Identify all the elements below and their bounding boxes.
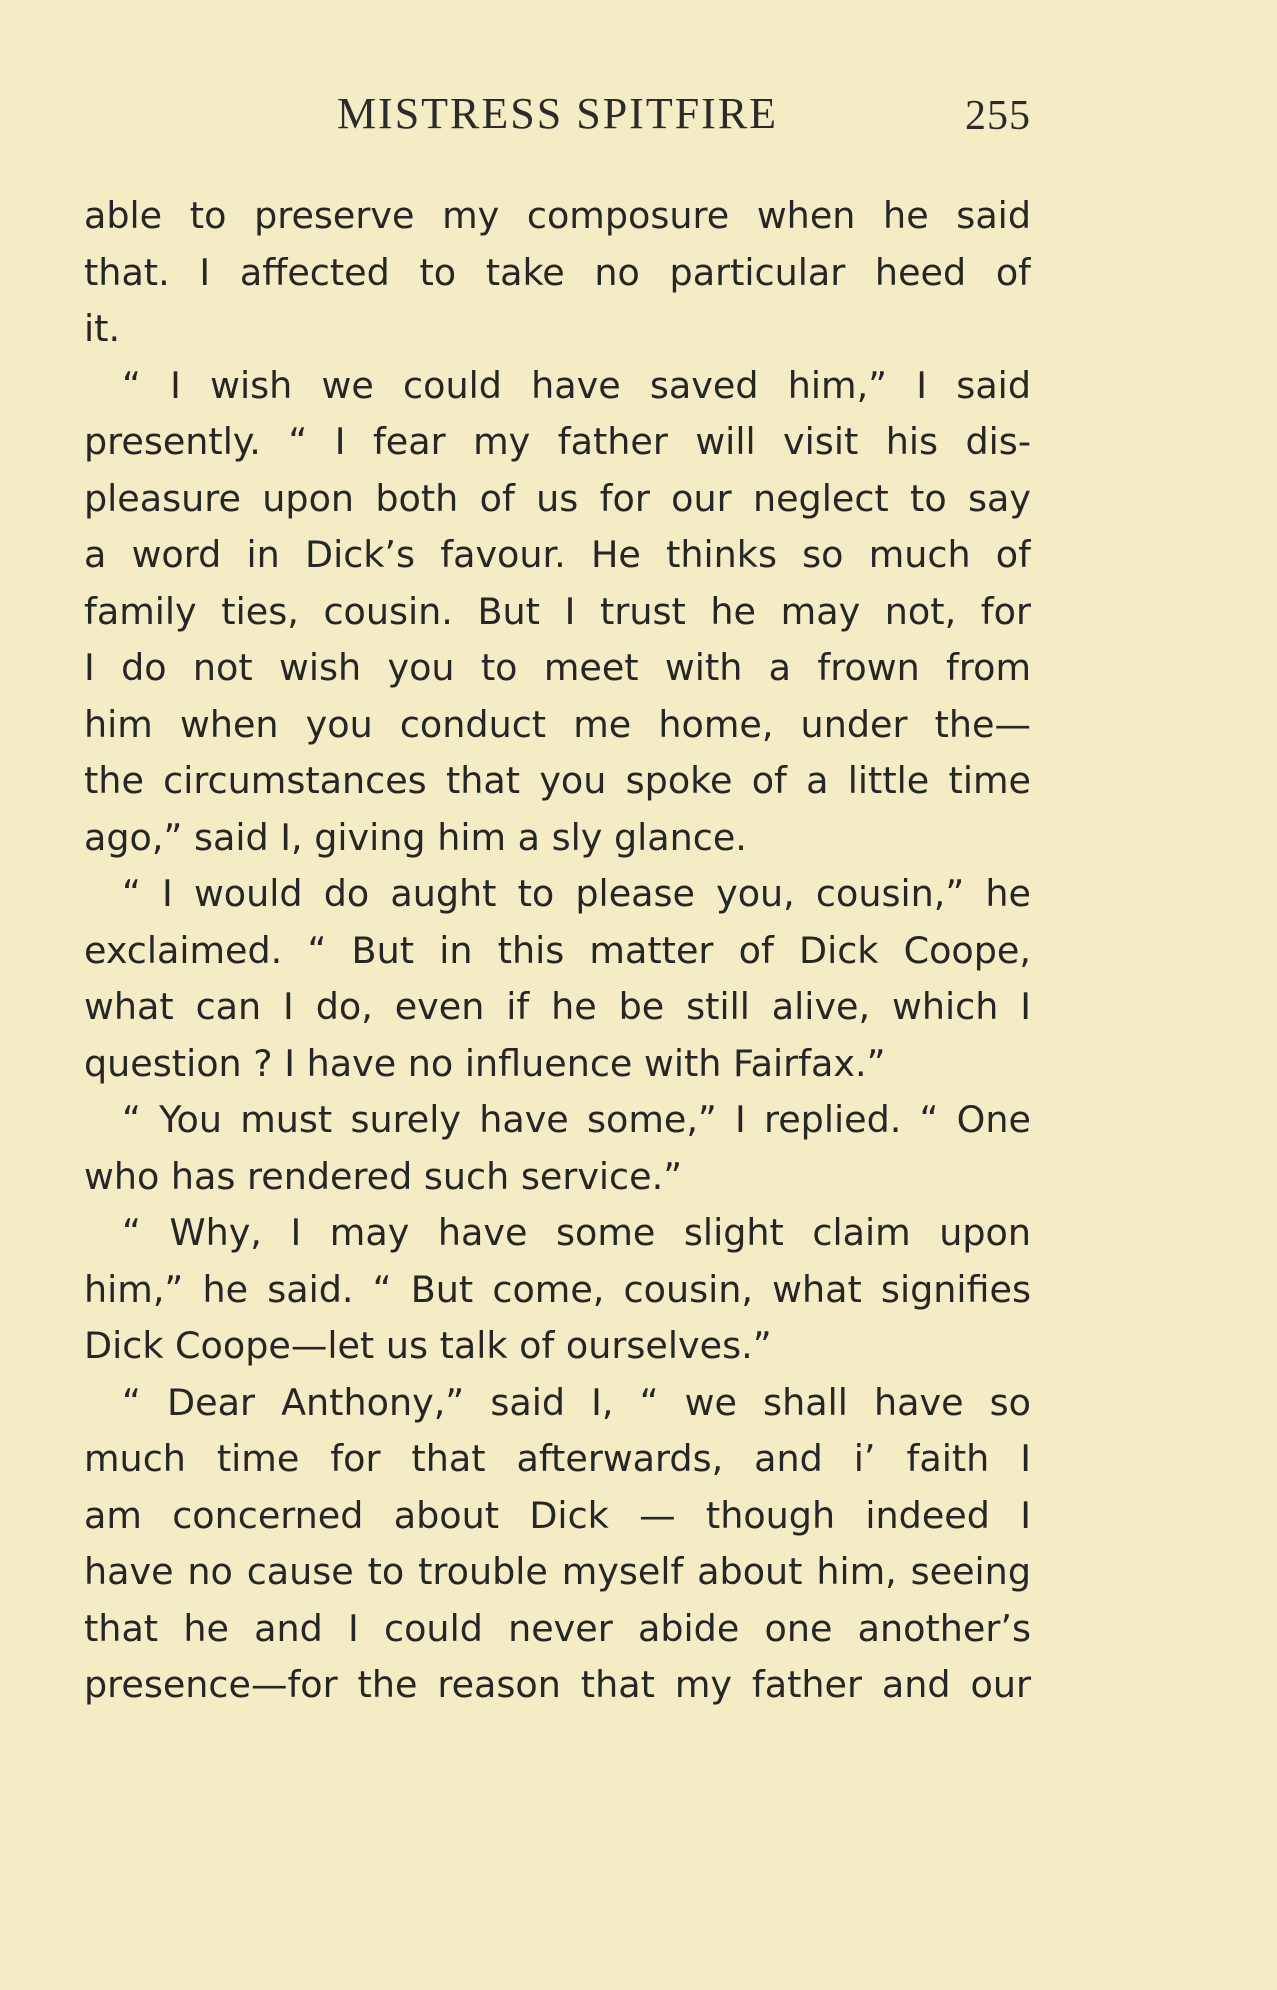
- text-line: family ties, cousin. But I trust he may not, for: [84, 589, 1031, 633]
- text-line: it.: [84, 307, 121, 350]
- text-line: what can I do, even if he be still alive, which I: [84, 985, 1031, 1028]
- text-line: that he and I could never abide one another’s: [84, 1606, 1031, 1650]
- text-line: presently. “ I fear my father will visit his dis-: [84, 420, 1031, 463]
- text-line: him,” he said. “ But come, cousin, what signifies: [84, 1267, 1031, 1311]
- text-line: “ I wish we could have saved him,” I said: [122, 363, 1031, 407]
- text-line: Dick Coope—let us talk of ourselves.”: [84, 1324, 772, 1367]
- text-line: who has rendered such service.”: [84, 1154, 683, 1198]
- text-line: question ? I have no influence with Fairfax.”: [84, 1041, 886, 1085]
- text-line: am concerned about Dick — though indeed I: [84, 1493, 1031, 1537]
- text-line: exclaimed. “ But in this matter of Dick Coope,: [84, 928, 1031, 972]
- text-line: “ Dear Anthony,” said I, “ we shall have so: [122, 1380, 1031, 1424]
- text-line: have no cause to trouble myself about him, seeing: [84, 1550, 1031, 1593]
- page-number: 255: [965, 93, 1031, 139]
- text-line: much time for that afterwards, and i’ faith I: [84, 1437, 1031, 1480]
- text-line: the circumstances that you spoke of a little time: [84, 759, 1031, 802]
- text-line: “ I would do aught to please you, cousin,” he: [122, 872, 1031, 915]
- text-line: that. I affected to take no particular heed of: [84, 250, 1031, 294]
- text-line: “ You must surely have some,” I replied. “ One: [122, 1098, 1031, 1141]
- text-line: “ Why, I may have some slight claim upon: [122, 1211, 1031, 1254]
- text-line: presence—for the reason that my father and our: [84, 1663, 1031, 1706]
- text-line: pleasure upon both of us for our neglect to say: [84, 476, 1031, 520]
- text-line: I do not wish you to meet with a frown from: [84, 646, 1031, 689]
- text-line: ago,” said I, giving him a sly glance.: [84, 815, 747, 859]
- text-line: him when you conduct me home, under the—: [84, 702, 1031, 746]
- body-text: [84, 188, 1031, 1714]
- running-title: MISTRESS SPITFIRE: [336, 89, 779, 138]
- text-line: able to preserve my composure when he said: [84, 194, 1031, 237]
- text-line: a word in Dick’s favour. He thinks so much of: [84, 533, 1031, 576]
- running-head: [84, 88, 1031, 148]
